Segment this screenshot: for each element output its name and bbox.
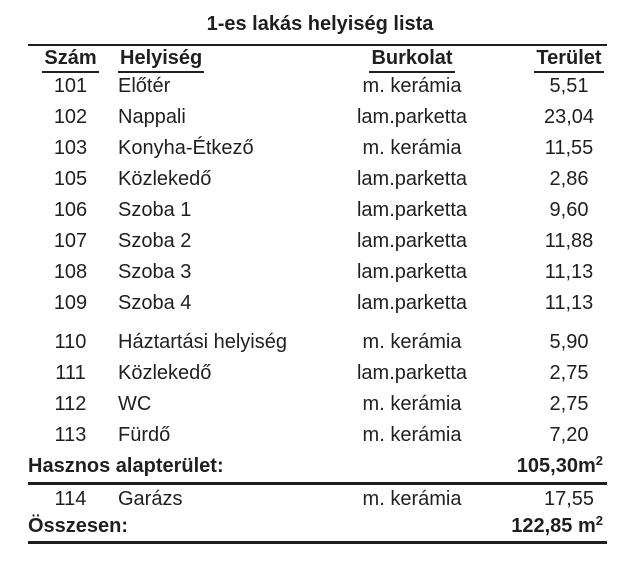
subtotal-superscript: 2 <box>595 453 603 468</box>
page-title: 1-es lakás helyiség lista <box>206 13 434 35</box>
header-cell-room <box>113 46 338 73</box>
total-number: 122,85 m <box>511 515 596 537</box>
table-row <box>28 195 607 226</box>
room-name-cell: Nappali <box>118 106 186 128</box>
table-row-garage <box>28 485 607 514</box>
flooring-cell: m. kerámia <box>362 331 462 353</box>
total-label: Összesen: <box>28 515 129 537</box>
room-number-cell: 107 <box>53 230 88 252</box>
area-cell: 2,75 <box>549 362 589 384</box>
total-superscript: 2 <box>595 513 603 528</box>
flooring-cell: m. kerámia <box>362 488 462 510</box>
flooring-cell: m. kerámia <box>362 137 462 159</box>
flooring-cell: lam.parketta <box>356 230 468 252</box>
table-row <box>28 257 607 288</box>
room-number-cell: 101 <box>53 75 88 97</box>
header-room-label: Helyiség <box>118 46 204 73</box>
table-row <box>28 420 607 451</box>
room-number-cell: 110 <box>54 331 87 353</box>
table-row <box>28 71 607 102</box>
flooring-cell: lam.parketta <box>356 106 468 128</box>
subtotal-row <box>28 451 607 485</box>
area-cell: 2,86 <box>549 168 589 190</box>
area-cell: 5,90 <box>549 331 589 353</box>
area-cell: 17,55 <box>543 488 595 510</box>
table-row <box>28 288 607 319</box>
subtotal-number: 105,30m <box>516 455 596 477</box>
room-number-cell: 108 <box>53 261 88 283</box>
total-row <box>28 514 607 544</box>
header-floor-label: Burkolat <box>369 46 454 73</box>
area-cell: 11,13 <box>544 292 594 314</box>
flooring-cell: m. kerámia <box>362 75 462 97</box>
room-number-cell: 102 <box>53 106 88 128</box>
table-row <box>28 164 607 195</box>
room-number-cell: 114 <box>54 488 87 510</box>
header-cell-num <box>28 46 113 73</box>
room-name-cell: Fürdő <box>118 424 171 446</box>
room-name-cell: Konyha-Étkező <box>118 137 254 159</box>
room-number-cell: 111 <box>55 362 86 384</box>
table-row <box>28 102 607 133</box>
subtotal-label: Hasznos alapterület: <box>28 455 224 477</box>
header-cell-area <box>486 46 607 73</box>
area-cell: 11,55 <box>544 137 594 159</box>
room-table <box>28 44 607 544</box>
subtotal-value <box>517 451 607 482</box>
flooring-cell: m. kerámia <box>362 393 462 415</box>
room-name-cell: Szoba 1 <box>118 199 192 221</box>
flooring-cell: lam.parketta <box>356 199 468 221</box>
table-row <box>28 358 607 389</box>
room-name-cell: Szoba 2 <box>118 230 192 252</box>
table-row <box>28 133 607 164</box>
area-cell: 11,13 <box>544 261 594 283</box>
flooring-cell: m. kerámia <box>362 424 462 446</box>
table-row <box>28 226 607 257</box>
area-cell: 9,60 <box>549 199 589 221</box>
header-num-label: Szám <box>42 46 98 73</box>
room-number-cell: 113 <box>54 424 87 446</box>
total-value <box>511 514 607 539</box>
flooring-cell: lam.parketta <box>356 261 468 283</box>
header-area-label: Terület <box>534 46 603 73</box>
flooring-cell: lam.parketta <box>356 168 468 190</box>
room-name-cell: Előtér <box>118 75 171 97</box>
table-row <box>28 327 607 358</box>
room-name-cell: Garázs <box>118 488 183 510</box>
table-header <box>28 44 607 71</box>
room-name-cell: Szoba 4 <box>118 292 192 314</box>
room-number-cell: 105 <box>53 168 88 190</box>
flooring-cell: lam.parketta <box>356 292 468 314</box>
room-name-cell: Háztartási helyiség <box>118 331 287 353</box>
area-cell: 2,75 <box>549 393 589 415</box>
header-cell-floor <box>338 46 486 73</box>
room-name-cell: Közlekedő <box>118 168 212 190</box>
room-name-cell: Szoba 3 <box>118 261 192 283</box>
room-number-cell: 112 <box>54 393 87 415</box>
room-number-cell: 103 <box>53 137 88 159</box>
area-cell: 7,20 <box>549 424 589 446</box>
flooring-cell: lam.parketta <box>356 362 468 384</box>
room-number-cell: 109 <box>53 292 88 314</box>
room-name-cell: WC <box>118 393 152 415</box>
room-name-cell: Közlekedő <box>118 362 212 384</box>
area-cell: 23,04 <box>543 106 595 128</box>
area-cell: 5,51 <box>549 75 589 97</box>
area-cell: 11,88 <box>544 230 594 252</box>
room-number-cell: 106 <box>53 199 88 221</box>
table-row <box>28 389 607 420</box>
